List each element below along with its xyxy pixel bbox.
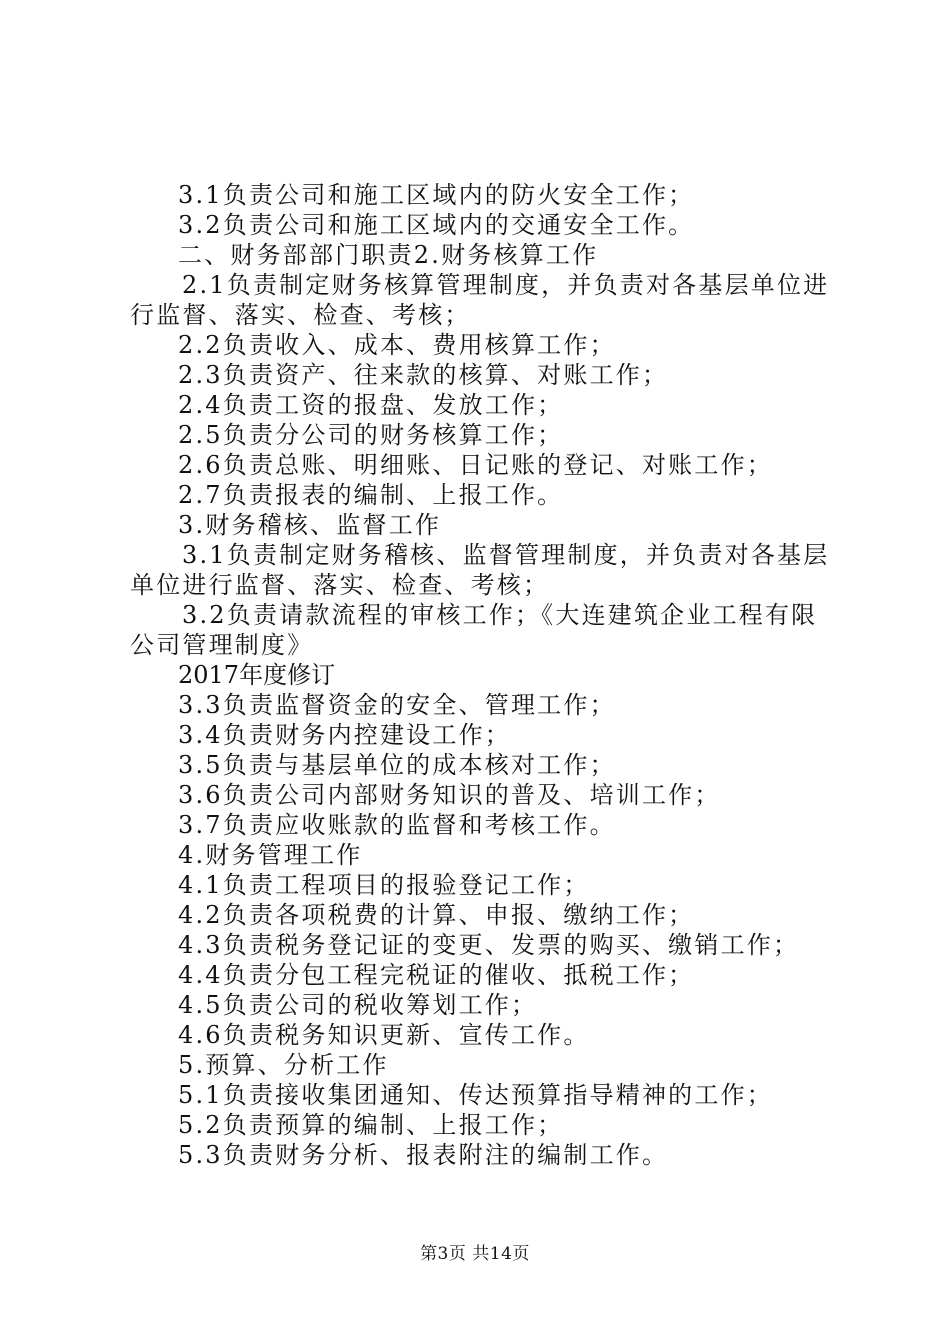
- section-heading: 5.预算、分析工作: [178, 1051, 389, 1079]
- section-heading: 4.财务管理工作: [178, 841, 363, 869]
- text-line: 2.6负责总账、明细账、日记账的登记、对账工作；: [178, 451, 773, 479]
- text-line: 2017年度修订: [178, 661, 336, 689]
- page-footer: 第3页 共14页: [420, 1244, 530, 1264]
- text-line: 3.6负责公司内部财务知识的普及、培训工作；: [178, 781, 721, 809]
- text-line: 3.5负责与基层单位的成本核对工作；: [178, 751, 616, 779]
- text-line: 公司管理制度》: [130, 631, 314, 659]
- section-heading: 二、财务部部门职责2.财务核算工作: [178, 241, 599, 269]
- text-line: 3.2负责公司和施工区域内的交通安全工作。: [178, 211, 695, 239]
- text-line: 2.4负责工资的报盘、发放工作；: [178, 391, 564, 419]
- text-line: 5.2负责预算的编制、上报工作；: [178, 1111, 564, 1139]
- text-line: 3.3负责监督资金的安全、管理工作；: [178, 691, 616, 719]
- text-line: 4.3负责税务登记证的变更、发票的购买、缴销工作；: [178, 931, 800, 959]
- text-line: 2.7负责报表的编制、上报工作。: [178, 481, 564, 509]
- text-line: 4.4负责分包工程完税证的催收、抵税工作；: [178, 961, 695, 989]
- text-line: 2.1负责制定财务核算管理制度，并负责对各基层单位进: [182, 271, 830, 299]
- text-line: 2.2负责收入、成本、费用核算工作；: [178, 331, 616, 359]
- text-line: 4.6负责税务知识更新、宣传工作。: [178, 1021, 590, 1049]
- text-line: 2.5负责分公司的财务核算工作；: [178, 421, 564, 449]
- text-line: 4.5负责公司的税收筹划工作；: [178, 991, 538, 1019]
- text-line: 3.2负责请款流程的审核工作；《大连建筑企业工程有限: [182, 601, 818, 629]
- section-heading: 3.财务稽核、监督工作: [178, 511, 442, 539]
- text-line: 行监督、落实、检查、考核；: [130, 301, 471, 329]
- text-line: 3.4负责财务内控建设工作；: [178, 721, 511, 749]
- text-line: 3.7负责应收账款的监督和考核工作。: [178, 811, 616, 839]
- text-line: 5.1负责接收集团通知、传达预算指导精神的工作；: [178, 1081, 773, 1109]
- text-line: 3.1负责公司和施工区域内的防火安全工作；: [178, 181, 695, 209]
- text-line: 4.2负责各项税费的计算、申报、缴纳工作；: [178, 901, 695, 929]
- text-line: 4.1负责工程项目的报验登记工作；: [178, 871, 590, 899]
- text-line: 5.3负责财务分析、报表附注的编制工作。: [178, 1141, 669, 1169]
- text-line: 单位进行监督、落实、检查、考核；: [130, 571, 550, 599]
- text-line: 3.1负责制定财务稽核、监督管理制度，并负责对各基层: [182, 541, 830, 569]
- text-line: 2.3负责资产、往来款的核算、对账工作；: [178, 361, 669, 389]
